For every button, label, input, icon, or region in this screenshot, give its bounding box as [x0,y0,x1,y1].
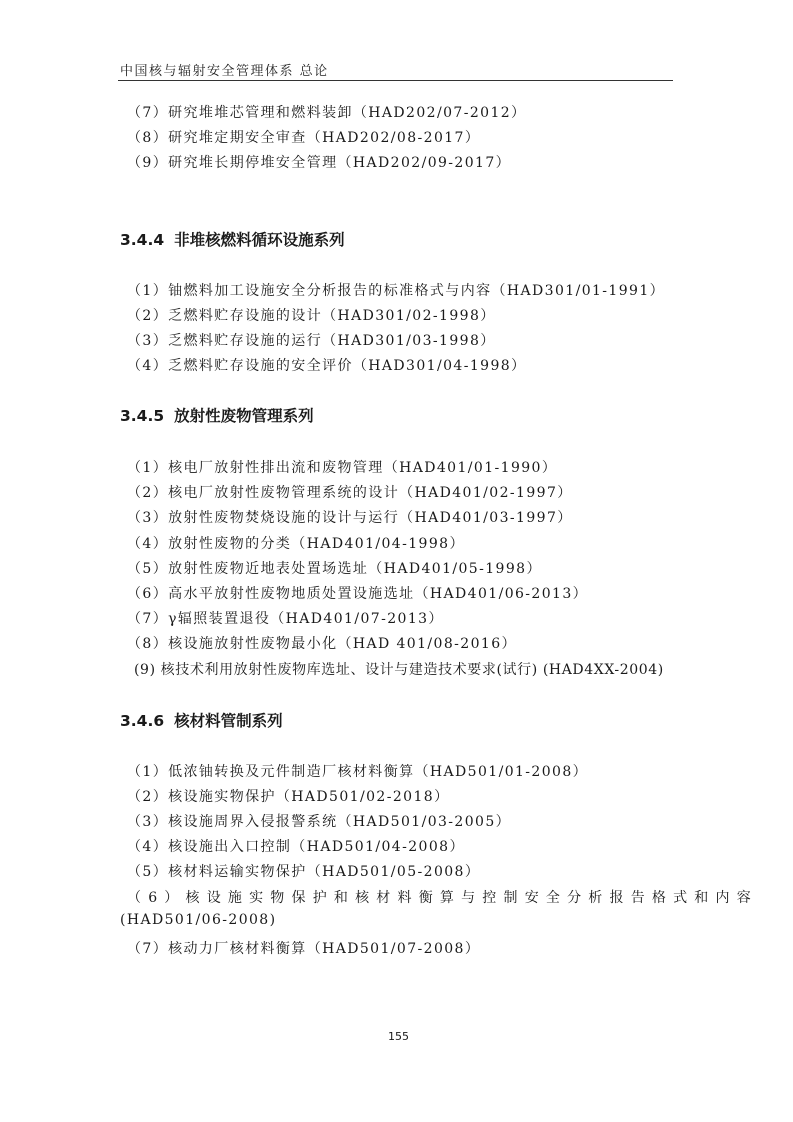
page-number: 155 [388,1030,409,1043]
list-item: （1）核电厂放射性排出流和废物管理（HAD401/01-1990） [127,460,558,476]
list-item: （3）乏燃料贮存设施的运行（HAD301/03-1998） [127,333,496,349]
list-item: （6）核设施实物保护和核材料衡算与控制安全分析报告格式和内容 [127,890,758,906]
list-item: （3）放射性废物焚烧设施的设计与运行（HAD401/03-1997） [127,510,573,526]
section-number: 3.4.5 [120,407,165,425]
list-item: （4）放射性废物的分类（HAD401/04-1998） [127,536,465,552]
section-number: 3.4.6 [120,712,165,730]
list-item: (9) 核技术利用放射性废物库选址、设计与建造技术要求(试行) (HAD4XX-2004) [134,662,664,678]
section-title: 非堆核燃料循环设施系列 [174,231,345,249]
list-item: （8）研究堆定期安全审查（HAD202/08-2017） [127,130,481,146]
list-item: （4）乏燃料贮存设施的安全评价（HAD301/04-1998） [127,358,527,374]
list-item: （2）核设施实物保护（HAD501/02-2018） [127,789,450,805]
list-item: （3）核设施周界入侵报警系统（HAD501/03-2005） [127,814,512,830]
list-item-continuation: (HAD501/06-2008) [120,912,277,928]
list-item: （2）乏燃料贮存设施的设计（HAD301/02-1998） [127,308,496,324]
section-title: 核材料管制系列 [174,712,283,730]
list-item: （8）核设施放射性废物最小化（HAD 401/08-2016） [127,636,517,652]
list-item: （5）核材料运输实物保护（HAD501/05-2008） [127,864,481,880]
list-item: （5）放射性废物近地表处置场选址（HAD401/05-1998） [127,561,542,577]
list-item: （1）低浓铀转换及元件制造厂核材料衡算（HAD501/01-2008） [127,764,589,780]
section-heading-3-4-6 [120,709,283,731]
list-item: （2）核电厂放射性废物管理系统的设计（HAD401/02-1997） [127,485,573,501]
list-item: （7）γ辐照装置退役（HAD401/07-2013） [127,611,444,627]
list-item: （7）核动力厂核材料衡算（HAD501/07-2008） [127,941,481,957]
list-item: （1）铀燃料加工设施安全分析报告的标准格式与内容（HAD301/01-1991） [127,283,666,299]
running-header: 中国核与辐射安全管理体系 总论 [120,64,329,79]
list-item: （6）高水平放射性废物地质处置设施选址（HAD401/06-2013） [127,586,589,602]
list-item: （9）研究堆长期停堆安全管理（HAD202/09-2017） [127,155,512,171]
list-item: （4）核设施出入口控制（HAD501/04-2008） [127,839,465,855]
header-divider [118,80,673,81]
section-number: 3.4.4 [120,231,165,249]
section-title: 放射性废物管理系列 [174,407,314,425]
list-item: （7）研究堆堆芯管理和燃料装卸（HAD202/07-2012） [127,105,527,121]
section-heading-3-4-5 [120,404,314,426]
section-heading-3-4-4 [120,228,345,250]
